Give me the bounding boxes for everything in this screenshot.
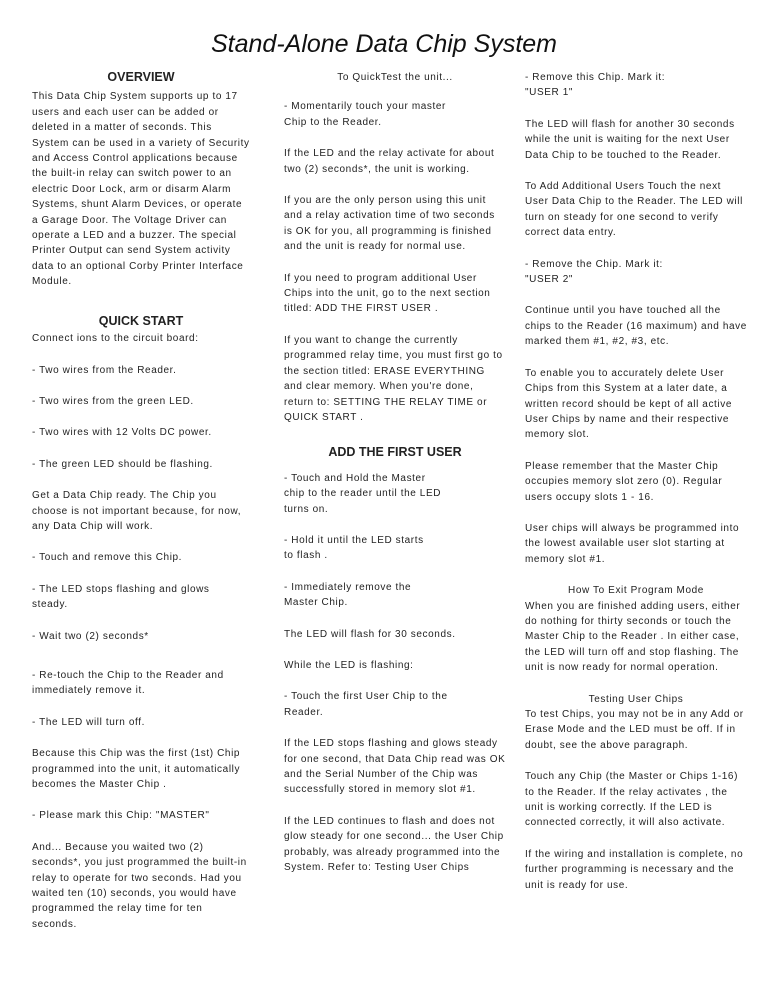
- paragraph: Because this Chip was the first (1st) Chip programmed into the unit, it automatically becomes the Master Chip .: [32, 748, 241, 790]
- paragraph: - Wait two (2) seconds*: [32, 630, 149, 642]
- paragraph: If the LED and the relay activate for about two (2) seconds*, the unit is working.: [284, 148, 495, 175]
- paragraph: And... Because you waited two (2) seconds*, you just programmed the built-in relay to operate for two seconds. Had you waited ten (10) seconds, you would have programmed the relay time for ten seconds.: [32, 841, 247, 930]
- exit-program-heading: How To Exit Program Mode: [568, 585, 704, 597]
- paragraph: - The LED will turn off.: [32, 716, 145, 728]
- testing-chips-heading: Testing User Chips: [588, 693, 684, 705]
- paragraph: Please remember that the Master Chip occupies memory slot zero (0). Regular users occupy slots 1 - 16.: [525, 460, 723, 503]
- paragraph: - Remove this Chip. Mark it: "USER 1": [525, 72, 666, 99]
- quicktest-heading: To QuickTest the unit...: [337, 72, 453, 83]
- paragraph: - Remove the Chip. Mark it: "USER 2": [525, 258, 663, 286]
- paragraph: - Re-touch the Chip to the Reader and immediately remove it.: [32, 669, 224, 697]
- quickstart-heading: QUICK START: [98, 313, 184, 328]
- paragraph: The LED will flash for 30 seconds.: [284, 628, 456, 640]
- page-title: Stand-Alone Data Chip System: [210, 30, 557, 58]
- paragraph: - Momentarily touch your master Chip to the Reader.: [284, 101, 446, 128]
- paragraph: - Hold it until the LED starts to flash .: [284, 534, 424, 562]
- paragraph: Connect ions to the circuit board:: [32, 333, 199, 345]
- overview-heading: OVERVIEW: [107, 70, 175, 84]
- paragraph: - Touch and Hold the Master chip to the reader until the LED turns on.: [284, 472, 442, 515]
- paragraph: To Add Additional Users Touch the next User Data Chip to the Reader. The LED will turn on steady for one second to verify correct data entry.: [525, 181, 743, 239]
- testing-chips-text: To test Chips, you may not be in any Add or Erase Mode and the LED must be off. If in doubt, see the above paragraph.: [525, 709, 744, 751]
- paragraph: - Please mark this Chip: "MASTER": [32, 810, 210, 822]
- paragraph: - Two wires from the green LED.: [32, 395, 194, 407]
- add-first-user-heading: ADD THE FIRST USER: [328, 445, 462, 460]
- paragraph: - The LED stops flashing and glows steady.: [32, 583, 210, 611]
- paragraph: Get a Data Chip ready. The Chip you choose is not important because, for now, any Data Chip will work.: [32, 490, 242, 532]
- paragraph: - Two wires from the Reader.: [32, 364, 177, 376]
- overview-text: This Data Chip System supports up to 17 users and each user can be added or deleted in a matter of seconds. This System can be used in a variety of Security and Access Control applications because the built-in relay can switch power to an electric Door Lock, arm or disarm Alarm Systems, shunt Alarm Devices, or operate a Garage Door. The Voltage Driver can operate a LED and a buzzer. The special Printer Output can send System activity data to an optional Corby Printer Interface Module.: [32, 91, 250, 288]
- paragraph: If the LED continues to flash and does not glow steady for one second... the User Chip probably, was already programmed into the System. Refer to: Testing User Chips: [284, 815, 504, 874]
- paragraph: If the LED stops flashing and glows steady for one second, that Data Chip read was OK and the Serial Number of the Chip was successfully stored in memory slot #1.: [284, 738, 506, 796]
- paragraph: - Immediately remove the Master Chip.: [284, 581, 412, 609]
- column-2: [284, 70, 506, 891]
- paragraph: The LED will flash for another 30 seconds while the unit is waiting for the next User Data Chip to be touched to the Reader.: [525, 118, 735, 161]
- paragraph: - Touch the first User Chip to the Reader.: [284, 691, 448, 718]
- paragraph: - Two wires with 12 Volts DC power.: [32, 427, 212, 439]
- paragraph: If the wiring and installation is complete, no further programming is necessary and the unit is ready for use.: [525, 848, 744, 891]
- paragraph: User chips will always be programmed into the lowest available user slot starting at memory slot #1.: [525, 522, 740, 565]
- paragraph: If you want to change the currently programmed relay time, you must first go to the section titled: ERASE EVERYTHING and clear memory. When you're done, return to: SETTING THE RELAY TIME or QUICK START .: [284, 334, 503, 423]
- paragraph: To enable you to accurately delete User Chips from this System at a later date, a written record should be kept of all active User Chips by name and their respective memory slot.: [525, 367, 733, 441]
- paragraph: Touch any Chip (the Master or Chips 1-16) to the Reader. If the relay activates , the unit is working correctly. If the LED is connected correctly, it will also activate.: [525, 771, 739, 829]
- paragraph: If you need to program additional User Chips into the unit, go to the next section titled: ADD THE FIRST USER .: [284, 272, 491, 315]
- paragraph: If you are the only person using this unit and a relay activation time of two seconds is OK for you, all programming is finished and the unit is ready for normal use.: [284, 195, 495, 253]
- column-1: [32, 70, 250, 948]
- paragraph: - The green LED should be flashing.: [32, 458, 213, 470]
- exit-program-text: When you are finished adding users, either do nothing for thirty seconds or touch the Master Chip to the Reader . In either case, the LED will turn off and stop flashing. The unit is now ready for normal operation.: [525, 600, 741, 674]
- paragraph: While the LED is flashing:: [284, 659, 414, 671]
- column-3: [525, 70, 747, 909]
- paragraph: - Touch and remove this Chip.: [32, 552, 183, 564]
- paragraph: Continue until you have touched all the chips to the Reader (16 maximum) and have marked them #1, #2, #3, etc.: [525, 305, 747, 348]
